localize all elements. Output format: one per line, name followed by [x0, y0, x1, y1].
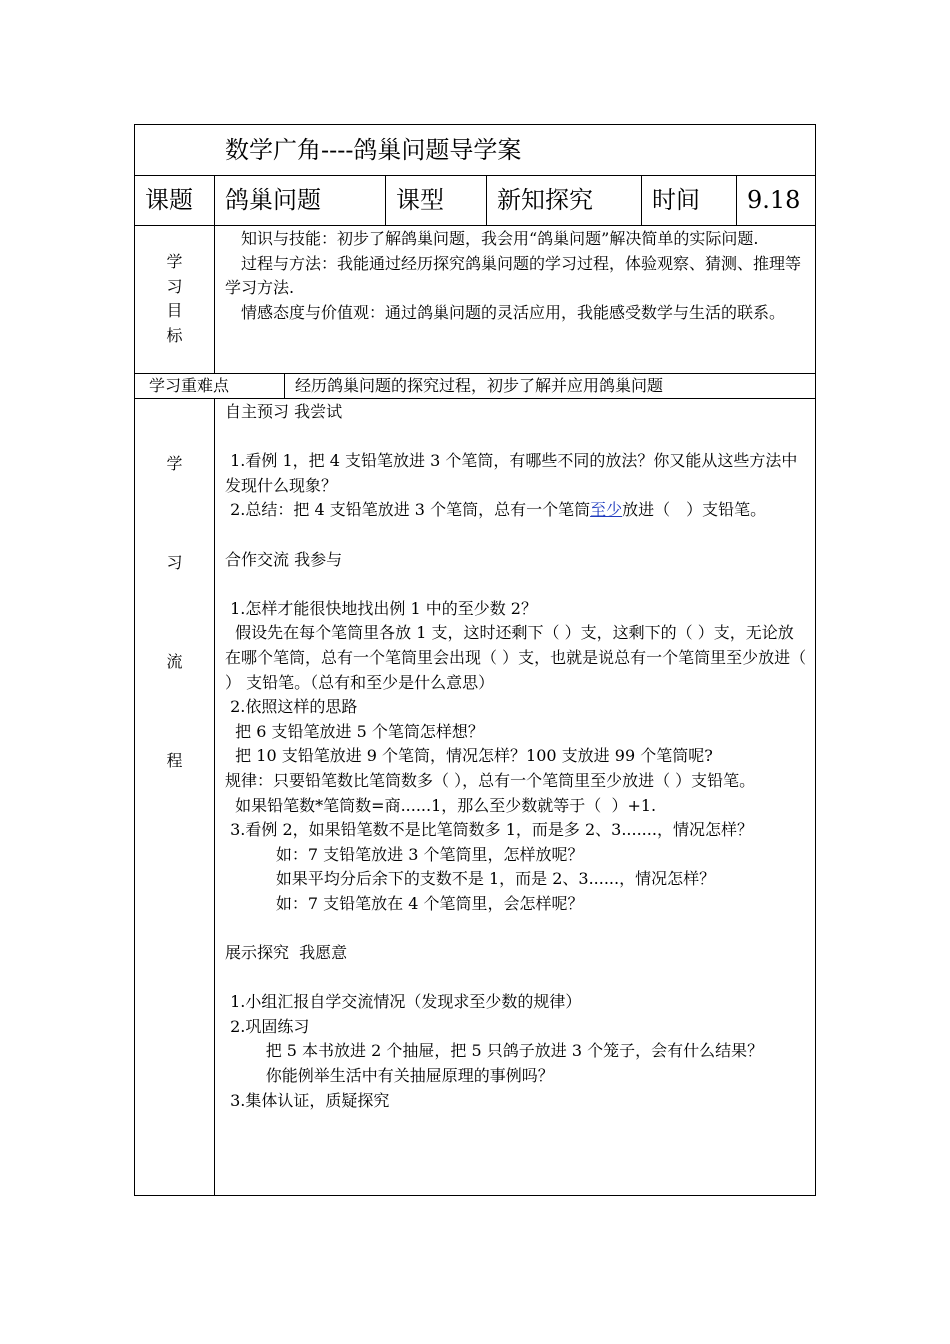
cooperate-item-1: 1.怎样才能很快地找出例 1 中的至少数 2？	[225, 598, 537, 618]
preview-item-1: 1.看例 1，把 4 支铅笔放进 3 个笔筒，有哪些不同的放法？你又能从这些方法中发现什么现象？	[225, 451, 798, 495]
key-points-label: 学习重难点	[135, 374, 285, 399]
section-title-preview: 自主预习 我尝试	[225, 402, 343, 421]
goal-knowledge: 知识与技能：初步了解鸽巢问题，我会用“鸽巢问题”解决简单的实际问题.	[241, 229, 759, 248]
cooperate-item-3b: 如果平均分后余下的支数不是 1，而是 2、3......，情况怎样？	[225, 869, 716, 889]
show-item-1: 1.小组汇报自学交流情况（发现求至少数的规律）	[225, 992, 582, 1012]
show-item-2b: 你能例举生活中有关抽屉原理的事例吗？	[225, 1066, 554, 1086]
flow-side-label: 学 习 流 程	[135, 399, 215, 1196]
zhishao-link[interactable]: 至少	[590, 500, 623, 520]
cooperate-item-2a: 把 6 支铅笔放进 5 个笔筒怎样想？	[225, 721, 484, 741]
cooperate-item-3: 3.看例 2，如果铅笔数不是比笔筒数多 1，而是多 2、3.......，情况怎样？	[225, 820, 753, 840]
formula-text: 如果铅笔数*笔筒数=商......1，那么至少数就等于（ ）+1.	[225, 795, 657, 815]
section-title-cooperate: 合作交流 我参与	[225, 549, 343, 569]
goals-content	[215, 226, 816, 374]
cooperate-item-3a: 如：7 支铅笔放进 3 个笔筒里，怎样放呢？	[225, 844, 584, 864]
key-points-text: 经历鸽巢问题的探究过程，初步了解并应用鸽巢问题	[285, 374, 816, 399]
cooperate-item-2: 2.依照这样的思路	[225, 697, 358, 717]
cooperate-item-2b: 把 10 支铅笔放进 9 个笔筒，情况怎样？100 支放进 99 个笔筒呢?	[225, 746, 713, 766]
section-title-show: 展示探究 我愿意	[225, 943, 348, 963]
show-item-3: 3.集体认证，质疑探究	[225, 1090, 390, 1110]
show-item-2: 2.巩固练习	[225, 1016, 310, 1036]
preview-item-2: 2.总结：把 4 支铅笔放进 3 个笔筒，总有一个笔筒至少放进（ ）支铅笔。	[225, 500, 767, 520]
goal-process: 过程与方法：我能通过经历探究鸽巢问题的学习过程，体验观察、猜测、推理等学习方法.	[225, 253, 802, 297]
show-item-2a: 把 5 本书放进 2 个抽屉，把 5 只鸽子放进 3 个笼子，会有什么结果？	[225, 1041, 764, 1061]
lesson-plan-table	[134, 124, 816, 1196]
goal-emotion: 情感态度与价值观：通过鸽巢问题的灵活应用，我能感受数学与生活的联系。	[241, 302, 786, 322]
cooperate-item-1-text: 假设先在每个笔筒里各放 1 支，这时还剩下（ ）支，这剩下的（ ）支，无论放在哪个笔筒，总有一个笔筒里会出现（ ）支，也就是说总有一个笔筒里至少放进（ ） 支铅笔。（总有和至少是什么意思）	[225, 623, 812, 692]
topic-label: 课题	[135, 176, 215, 226]
time-value: 9.18	[737, 176, 816, 226]
rule-text: 规律：只要铅笔数比笔筒数多（ ），总有一个笔筒里至少放进（ ）支铅笔。	[225, 770, 756, 790]
flow-content	[215, 399, 816, 1196]
type-label: 课型	[386, 176, 487, 226]
cooperate-item-3c: 如：7 支铅笔放在 4 个笔筒里，会怎样呢？	[225, 893, 584, 913]
time-label: 时间	[642, 176, 737, 226]
page-title: 数学广角----鸽巢问题导学案	[135, 125, 816, 176]
goals-side-text: 学 习 目 标	[166, 252, 183, 345]
type-value: 新知探究	[487, 176, 642, 226]
topic-value: 鸽巢问题	[215, 176, 386, 226]
goals-side-label	[135, 226, 215, 374]
